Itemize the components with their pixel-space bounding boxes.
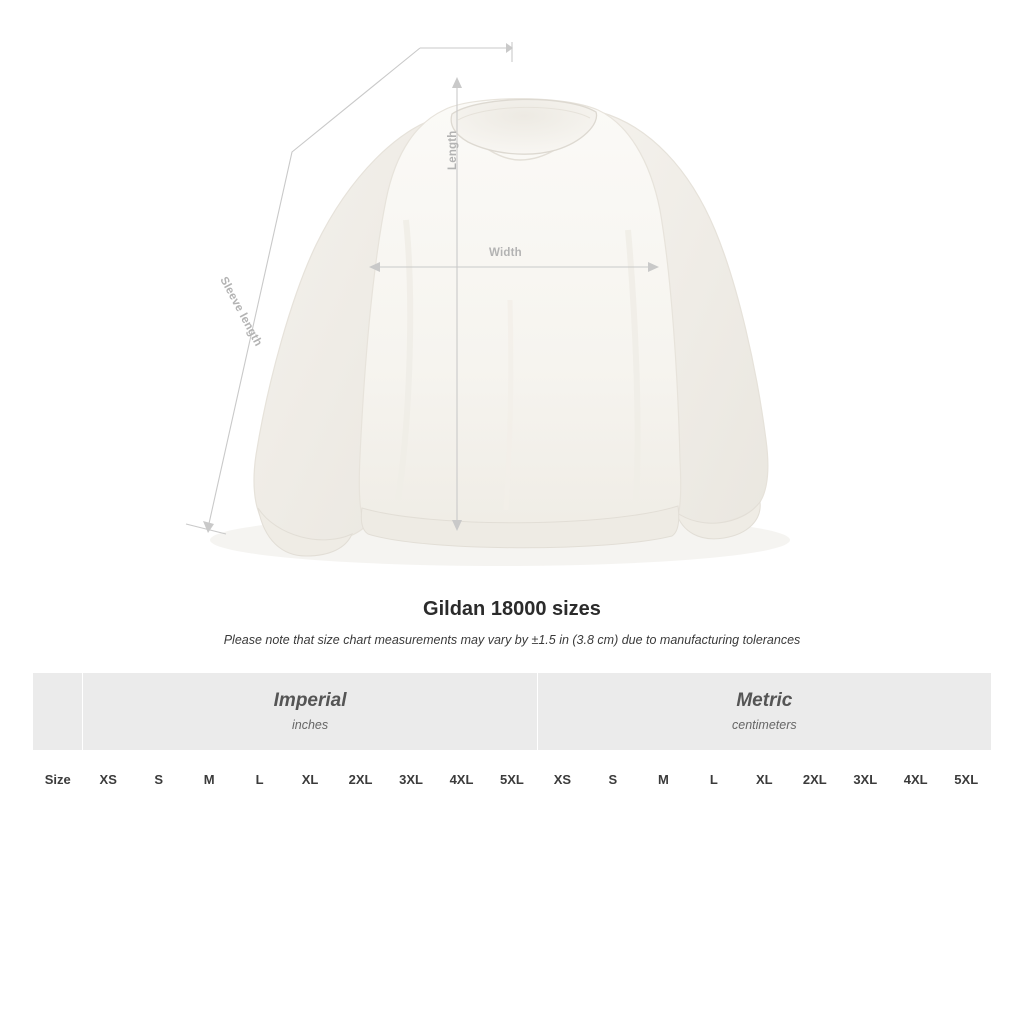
- size-header-imperial-m: M: [184, 751, 234, 809]
- sleeve-arrowhead: [203, 521, 214, 533]
- size-chart-body: [33, 673, 992, 809]
- size-header-imperial-5xl: 5XL: [487, 751, 537, 809]
- size-header-imperial-3xl: 3XL: [386, 751, 436, 809]
- system-header-metric: [537, 673, 991, 751]
- size-header-imperial-xl: XL: [285, 751, 335, 809]
- system-unit-metric: centimeters: [732, 717, 797, 732]
- size-header-row: [33, 751, 992, 809]
- size-header-metric-xs: XS: [537, 751, 587, 809]
- system-name-metric: Metric: [736, 690, 793, 712]
- size-header-metric-xl: XL: [739, 751, 789, 809]
- measurement-note: Please note that size chart measurements may vary by ±1.5 in (3.8 cm) due to manufacturing tolerances: [223, 633, 801, 647]
- system-unit-imperial: inches: [292, 717, 329, 732]
- system-header-imperial: [83, 673, 537, 751]
- size-header-imperial-4xl: 4XL: [436, 751, 486, 809]
- length-arrow-top: [452, 77, 462, 88]
- size-header-metric-4xl: 4XL: [890, 751, 940, 809]
- size-header-imperial-l: L: [234, 751, 284, 809]
- system-header-spacer: [33, 673, 83, 751]
- size-header-imperial-xs: XS: [83, 751, 133, 809]
- size-header-metric-2xl: 2XL: [790, 751, 840, 809]
- size-header-metric-l: L: [689, 751, 739, 809]
- size-header-imperial-s: S: [133, 751, 183, 809]
- system-name-imperial: Imperial: [273, 690, 347, 712]
- size-header-metric-3xl: 3XL: [840, 751, 890, 809]
- size-header-imperial-2xl: 2XL: [335, 751, 385, 809]
- length-dimension-label: Length: [447, 130, 459, 170]
- sleeve-length-dimension-label: Sleeve length: [217, 275, 265, 349]
- size-header-metric-5xl: 5XL: [941, 751, 992, 809]
- size-header-metric-s: S: [588, 751, 638, 809]
- title-block: [0, 598, 1024, 647]
- width-dimension-label: Width: [489, 247, 522, 259]
- size-row-label: Size: [33, 751, 83, 809]
- system-header-row: [33, 673, 992, 751]
- size-chart-table: [32, 672, 992, 809]
- page-title: Gildan 18000 sizes: [423, 598, 601, 620]
- size-header-metric-m: M: [638, 751, 688, 809]
